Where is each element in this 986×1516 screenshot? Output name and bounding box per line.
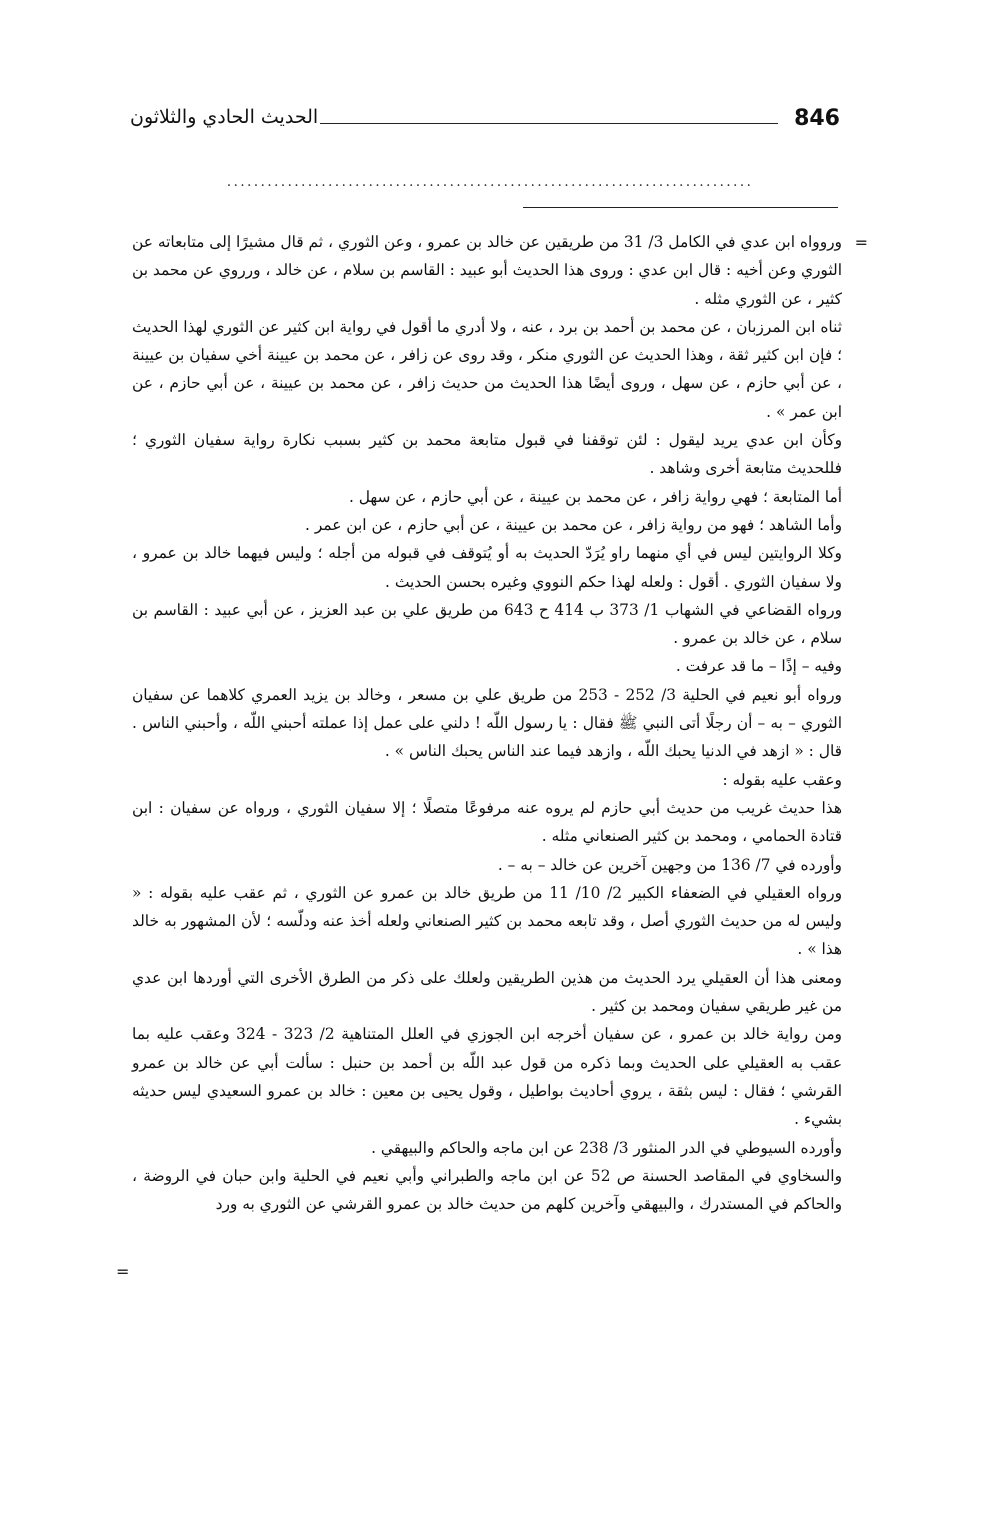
footnotes-body [132,228,842,1218]
page-number: 846 [794,106,840,131]
paragraph: أما المتابعة ؛ فهي رواية زافر ، عن محمد بن عيينة ، عن أبي حازم ، عن سهل . [348,487,842,506]
continuation-mark-top: = [854,233,868,252]
dotted-separator: .............................................................................. [226,174,754,190]
paragraph: وأما الشاهد ؛ فهو من رواية زافر ، عن محمد بن عيينة ، عن أبي حازم ، عن ابن عمر . [305,515,842,534]
paragraph: ومن رواية خالد بن عمرو ، عن سفيان أخرجه ابن الجوزي في العلل المتناهية 2/ 323 - 324 وعقب عليه بما عقب به العقيلي على الحديث وبما ذكره من قول عبد اللّه بن أحمد بن حنبل : سألت أبي عن خالد بن عمرو القرشي ؛ فقال : ليس بثقة ، يروي أحاديث بواطيل ، وقول يحيى بن معين : خالد بن عمرو السعيدي ليس حديثه بشيء . [132,1025,842,1129]
paragraph: ورواه أبو نعيم في الحلية 3/ 252 - 253 من طريق علي بن مسعر ، وخالد بن يزيد العمري كلاهما عن سفيان الثوري – به – أن رجلًا أتى النبي ﷺ فقال : يا رسول اللّه ! دلني على عمل إذا عملته أحبني اللّه ، وأحبني الناس . قال : « ازهد في الدنيا يحبك اللّه ، وازهد فيما عند الناس يحبك الناس » . [132,685,842,761]
paragraph: هذا حديث غريب من حديث أبي حازم لم يروه عنه مرفوعًا متصلًا ؛ إلا سفيان الثوري ، ورواه عن سفيان : ابن قتادة الحمامي ، ومحمد بن كثير الصنعاني مثله . [132,798,842,846]
paragraph: ورواه العقيلي في الضعفاء الكبير 2/ 10/ 11 من طريق خالد بن عمرو عن الثوري ، ثم عقب عليه بقوله : « وليس له من حديث الثوري أصل ، وقد تابعه محمد بن كثير الصنعاني ولعله أخذ عنه ودلّسه ؛ لأن المشهور به خالد هذا » . [132,883,842,959]
paragraph: ورواه القضاعي في الشهاب 1/ 373 ب 414 ح 643 من طريق علي بن عبد العزيز ، عن أبي عبيد : القاسم بن سلام ، عن خالد بن عمرو . [132,600,843,648]
paragraph: وكلا الروايتين ليس في أي منهما راو يُرَدّ الحديث به أو يُتوقف في قبوله من أجله ؛ وليس فيهما خالد بن عمرو ، ولا سفيان الثوري . أقول : ولعله لهذا حكم النووي وغيره بحسن الحديث . [132,544,842,591]
paragraph: وروواه ابن عدي في الكامل 3/ 31 من طريقين عن خالد بن عمرو ، وعن الثوري ، ثم قال مشيرًا إلى متابعاته عن الثوري وعن أخيه : قال ابن عدي : وروى هذا الحديث أبو عبيد : القاسم بن سلام ، عن خالد ، ورروي عن محمد بن كثير ، عن الثوري مثله . [132,233,842,308]
header-rule [320,123,778,124]
paragraph: وأورده السيوطي في الدر المنثور 3/ 238 عن ابن ماجه والحاكم والبيهقي . [371,1138,842,1157]
continuation-mark-bottom: = [116,1262,130,1281]
paragraph: والسخاوي في المقاصد الحسنة ص 52 عن ابن ماجه والطبراني وأبي نعيم في الحلية وابن حبان في الروضة ، والحاكم في المستدرك ، والبيهقي وآخرين كلهم من حديث خالد بن عمرو القرشي عن الثوري به ورد [132,1166,843,1214]
paragraph: وأورده في 7/ 136 من وجهين آخرين عن خالد – به – . [497,855,842,874]
paragraph: وكأن ابن عدي يريد ليقول : لئن توقفنا في قبول متابعة محمد بن كثير بسبب نكارة رواية سفيان الثوري ؛ فللحديث متابعة أخرى وشاهد . [132,431,842,478]
page-header [130,102,840,142]
paragraph: وعقب عليه بقوله : [722,770,842,789]
paragraph: وفيه – إذًا – ما قد عرفت . [675,657,842,676]
footnote-rule [523,207,838,208]
paragraph: ثناه ابن المرزبان ، عن محمد بن أحمد بن برد ، عنه ، ولا أدري ما أقول في رواية ابن كثير عن الثوري لهذا الحديث ؛ فإن ابن كثير ثقة ، وهذا الحديث عن الثوري منكر ، وقد روى عن زافر ، عن محمد بن عيينة أخي سفيان بن عيينة ، عن أبي حازم ، عن سهل ، وروى أيضًا هذا الحديث من حديث زافر ، عن محمد بن عيينة ، عن أبي حازم ، عن ابن عمر » . [132,317,842,421]
paragraph: ومعنى هذا أن العقيلي يرد الحديث من هذين الطريقين ولعلك على ذكر من الطرق الأخرى التي أوردها ابن عدي من غير طريقي سفيان ومحمد بن كثير . [132,968,842,1016]
running-title: الحديث الحادي والثلاثون [130,106,319,128]
